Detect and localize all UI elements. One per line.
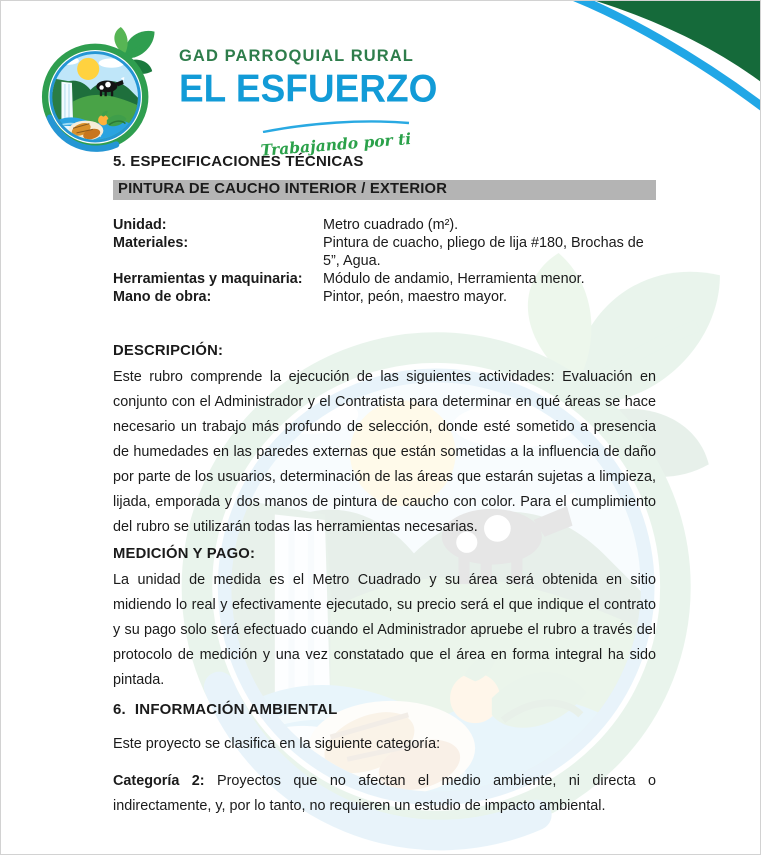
detail-label: Mano de obra: xyxy=(113,289,212,305)
table-row xyxy=(113,216,656,234)
spec-section-heading: 5. ESPECIFICACIONES TÉCNICAS xyxy=(113,153,364,170)
table-row xyxy=(113,234,656,270)
org-name: EL ESFUERZO xyxy=(179,67,438,111)
slogan-block xyxy=(259,119,412,160)
detail-value: Metro cuadrado (m²). xyxy=(323,217,459,233)
description-body: Este rubro comprende la ejecución de las siguientes actividades: Evaluación en conjunto con el Administrador y el Contratista para determinar en qué áreas se hace necesario un trabajo más profundo de selección, donde esté sometido a presencia de humedades en las paredes externas que están sometidas a la influencia de daño por parte de los usuarios, determinación de las áreas que estarán sujetas a limpieza, lijada, emporada y dos manos de pintura de caucho con color. Para el cumplimiento del rubro se utilizarán todas las herramientas necesarias. xyxy=(113,369,656,535)
environment-heading xyxy=(113,701,656,719)
item-title-bar: PINTURA DE CAUCHO INTERIOR / EXTERIOR xyxy=(113,180,656,200)
logo-text-block xyxy=(179,47,438,160)
table-row xyxy=(113,288,656,306)
environment-intro: Este proyecto se clasifica en la siguiente categoría: xyxy=(113,736,441,752)
detail-label: Unidad: xyxy=(113,217,167,233)
org-slogan: Trabajando por ti xyxy=(259,128,412,160)
details-table xyxy=(113,216,656,306)
measurement-heading: MEDICIÓN Y PAGO: xyxy=(113,546,256,562)
org-type-label: GAD PARROQUIAL RURAL xyxy=(179,47,414,65)
corner-swoosh-decoration xyxy=(560,0,761,132)
document-content xyxy=(113,147,656,819)
measurement-body: La unidad de medida es el Metro Cuadrado y su área será obtenida en sitio midiendo lo real y efectivamente ejecutado, su precio será el que indique el contrato y su pago solo será efectuado cuando el Administrador apruebe el rubro a través del protocolo de medición y una vez constatado que el área en forma integral ha sido pintada. xyxy=(113,572,656,688)
header-logo xyxy=(31,21,451,160)
detail-value: Módulo de andamio, Herramienta menor. xyxy=(323,271,585,287)
environment-heading-text: INFORMACIÓN AMBIENTAL xyxy=(134,701,338,718)
detail-label: Herramientas y maquinaria: xyxy=(113,271,303,287)
table-row xyxy=(113,270,656,288)
detail-value: Pintor, peón, maestro mayor. xyxy=(323,289,507,305)
category-text: Proyectos que no afectan el medio ambiente, ni directa o indirectamente, y, por lo tanto, no requieren un estudio de impacto ambiental. xyxy=(113,773,656,814)
detail-value: Pintura de cuacho, pliego de lija #180, Brochas de 5”, Agua. xyxy=(323,235,644,269)
description-heading: DESCRIPCIÓN: xyxy=(113,343,224,359)
category-paragraph xyxy=(113,769,656,819)
environment-heading-number: 6. xyxy=(113,701,126,718)
org-emblem-icon xyxy=(35,27,167,155)
category-label: Categoría 2: xyxy=(113,773,205,789)
detail-label: Materiales: xyxy=(113,235,189,251)
